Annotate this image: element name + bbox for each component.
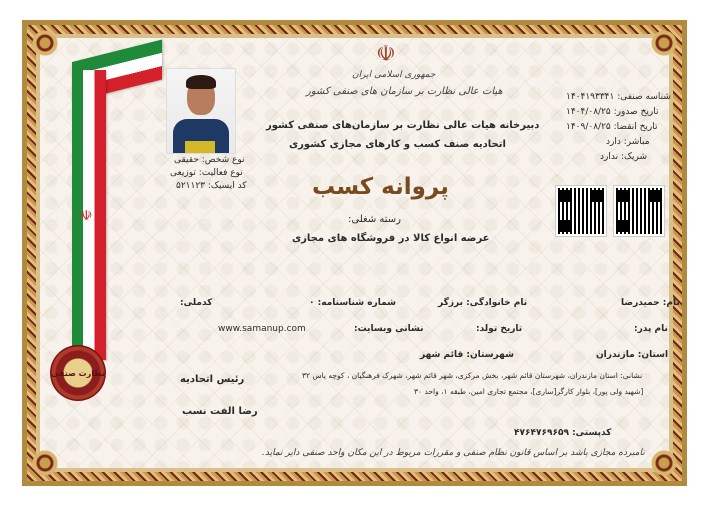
field-father: نام پدر: — [634, 324, 668, 334]
field-family: نام خانوادگی: برزگر — [438, 298, 528, 308]
person-photo — [166, 68, 236, 154]
trade-value: عرضه انواع کالا در فروشگاه های مجازی — [292, 233, 490, 244]
field-national-code: کدملی: — [180, 298, 213, 308]
address-line-2: [شهید ولی پور]، بلوار کارگر[ساری]، مجتمع تجاری امین، طبقه ۱، واحد ۳۰ — [414, 387, 644, 396]
qr-code-icon — [614, 186, 664, 236]
license-number: شناسه صنفی: ۱۴۰۴۱۹۳۳۴۱ — [566, 92, 671, 102]
mobasher-status: مباشر: دارد — [606, 137, 650, 147]
activity-type: نوع فعالیت: توزیعی — [170, 168, 243, 178]
expiry-date: تاریخ انقضا: ۱۴۰۹/۰۸/۲۵ — [566, 122, 658, 132]
website-label: نشانی وبسایت: — [354, 324, 424, 334]
signer-name: رضا الفت نسب — [182, 406, 258, 417]
corner-ornament-bottom-left — [30, 448, 60, 478]
wax-seal-icon: نظارت صنفی — [50, 345, 106, 401]
signer-role: رئیس اتحادیه — [180, 374, 245, 385]
isic-code: کد ایسیک: ۵۲۱۱۲۳ — [176, 181, 247, 191]
postal-code: کدپستی: ۴۷۶۴۷۶۹۶۵۹ — [514, 428, 612, 438]
council-script: هیات عالی نظارت بر سازمان های صنفی کشور — [306, 86, 503, 97]
page-title: پروانه کسب — [312, 174, 449, 200]
secretariat-line: دبیرخانه هیات عالی نظارت بر سازمان‌های صنفی کشور — [266, 120, 540, 131]
corner-ornament-top-right — [649, 28, 679, 58]
field-city: شهرستان: قائم شهر — [420, 350, 514, 360]
flag-emblem-icon: ☫ — [80, 208, 93, 224]
field-id-number: شماره شناسنامه: ۰ — [309, 298, 396, 308]
trade-label: رسته شغلی: — [348, 214, 401, 225]
qr-code-icon — [556, 186, 606, 236]
iran-emblem-icon: ☫ — [376, 42, 396, 67]
partner-status: شریک: ندارد — [600, 152, 648, 162]
legal-footer: نامبرده مجازی باشد بر اساس قانون نظام صنفی و مقررات مربوط در این مکان واحد صنفی دایر نماید. — [262, 448, 645, 458]
union-line: اتحادیه صنف کسب و کارهای مجازی کشوری — [289, 139, 506, 150]
corner-ornament-top-left — [30, 28, 60, 58]
republic-name: جمهوری اسلامی ایران — [352, 70, 436, 80]
person-type: نوع شخص: حقیقی — [174, 155, 245, 165]
website-value: www.samanup.com — [218, 324, 306, 334]
address-line-1: نشانی: استان مازندران، شهرستان قائم شهر، بخش مرکزی، شهر قائم شهر، شهرک فرهنگیان ، کوچه یاس ۳۲ — [302, 371, 643, 380]
field-birth: تاریخ تولد: — [476, 324, 523, 334]
issue-date: تاریخ صدور: ۱۴۰۴/۰۸/۲۵ — [566, 107, 659, 117]
certificate-paper — [40, 38, 669, 468]
corner-ornament-bottom-right — [649, 448, 679, 478]
field-name: نام: حمیدرضا — [621, 298, 680, 308]
field-province: استان: مازندران — [596, 350, 669, 360]
